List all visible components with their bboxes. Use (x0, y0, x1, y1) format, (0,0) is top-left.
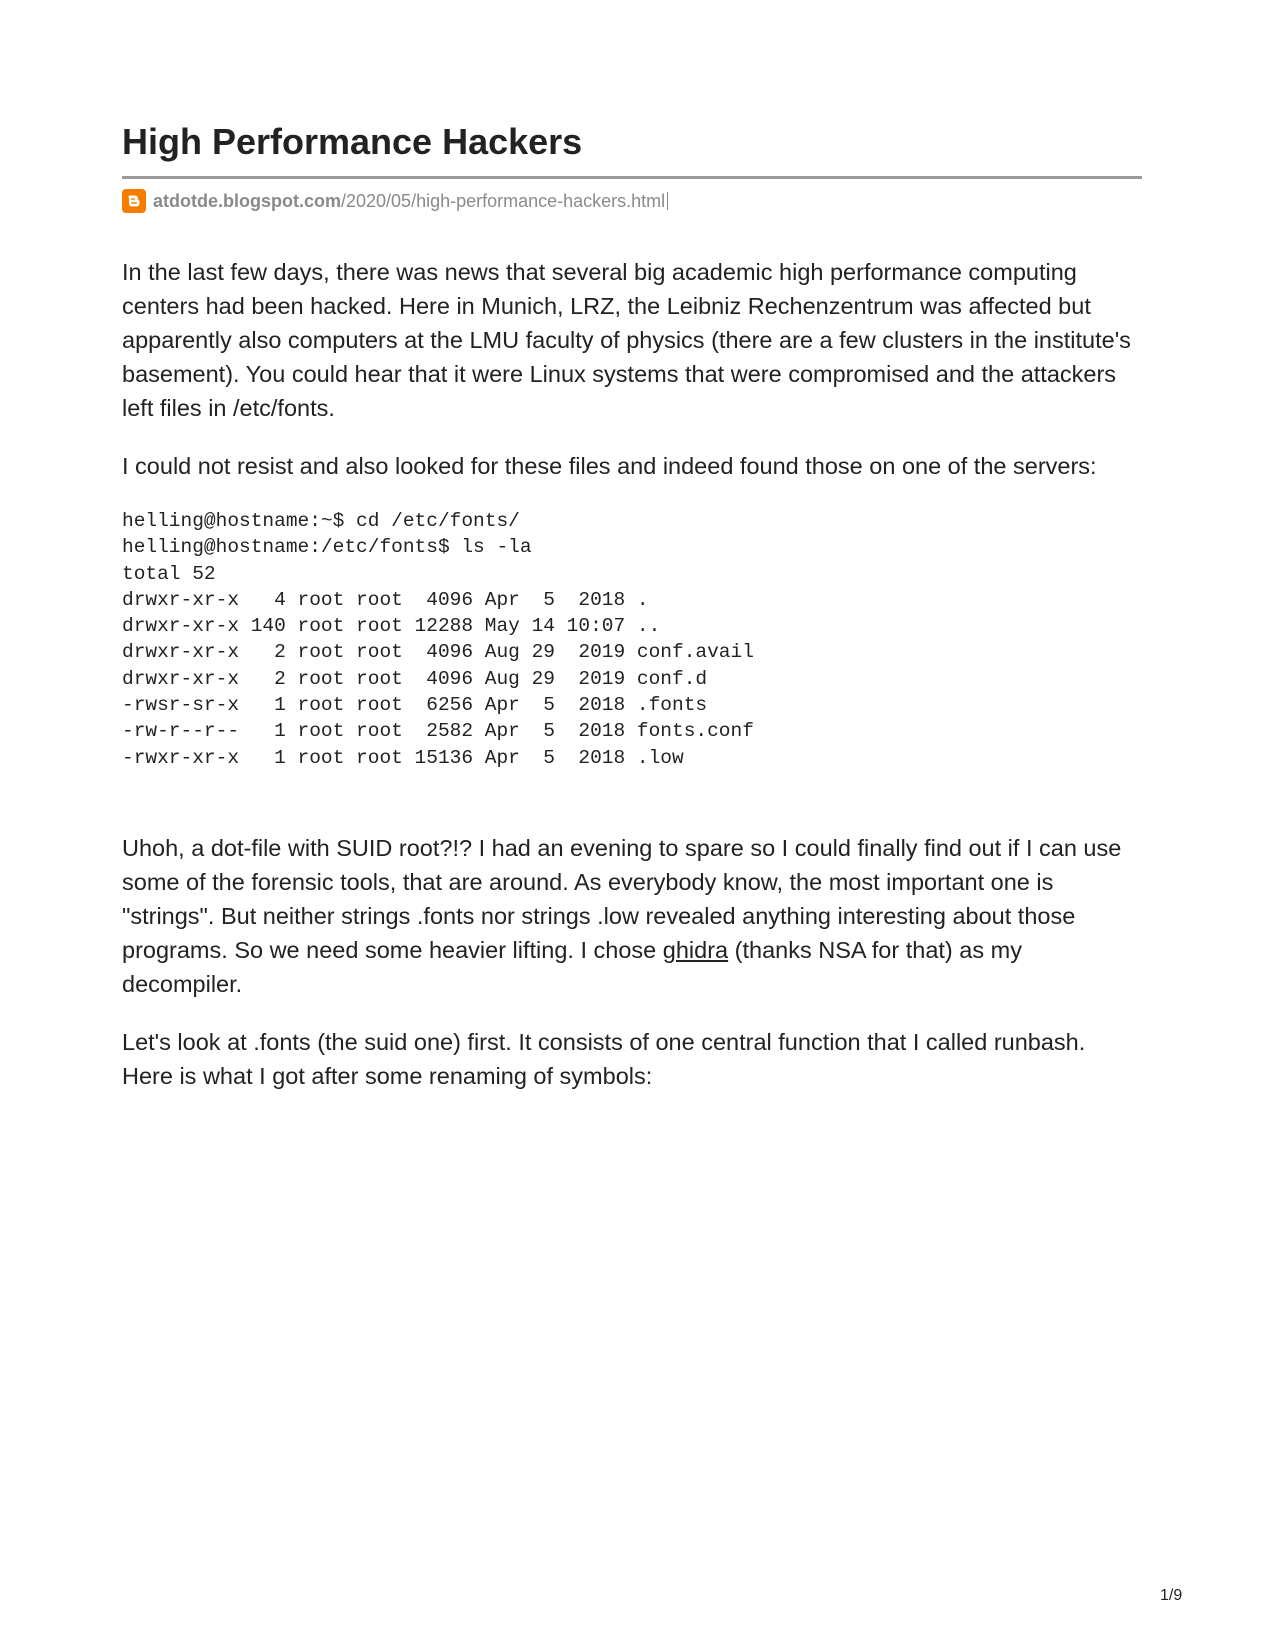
ghidra-link[interactable]: ghidra (662, 936, 729, 963)
article-title: High Performance Hackers (122, 120, 1142, 179)
code-line: drwxr-xr-x 140 root root 12288 May 14 10:07 .. (122, 615, 661, 638)
code-line: drwxr-xr-x 2 root root 4096 Aug 29 2019 conf.d (122, 667, 708, 690)
source-path[interactable]: /2020/05/high-performance-hackers.html (341, 191, 666, 211)
blogger-icon (122, 189, 146, 213)
paragraph-intro: In the last few days, there was news that several big academic high performance computing centers had been hacked. Here in Munich, LRZ, the Leibniz Rechenzentrum was affected but apparently also computers at the LMU faculty of physics (there are a few clusters in the institute's basement). You could hear that it were Linux systems that were compromised and the attackers left files in /etc/fonts. (122, 259, 1131, 421)
code-line: drwxr-xr-x 2 root root 4096 Aug 29 2019 conf.avail (122, 641, 754, 664)
terminal-code-block (122, 508, 1142, 771)
paragraph-found-files: I could not resist and also looked for these files and indeed found those on one of the servers: (122, 453, 1097, 479)
code-line: -rwxr-xr-x 1 root root 15136 Apr 5 2018 .low (122, 746, 684, 769)
article (122, 120, 1142, 1093)
source-line (122, 188, 1142, 214)
text-cursor (667, 192, 668, 210)
source-domain[interactable]: atdotde.blogspot.com (153, 191, 341, 211)
paragraph-suid-text-end: (thanks NSA for that) as my decompiler. (122, 936, 1022, 997)
code-line: helling@hostname:~$ cd /etc/fonts/ (122, 510, 520, 532)
code-line: total 52 (122, 562, 216, 585)
code-line: -rw-r--r-- 1 root root 2582 Apr 5 2018 fonts.conf (122, 720, 754, 743)
paragraph-suid (122, 831, 1142, 1001)
code-line: helling@hostname:/etc/fonts$ ls -la (122, 536, 532, 559)
page-number: 1/9 (1160, 1587, 1183, 1604)
code-line: drwxr-xr-x 4 root root 4096 Apr 5 2018 . (122, 588, 649, 611)
paragraph-suid-text-start: Uhoh, a dot-file with SUID root?!? I had an evening to spare so I could finally find out if I can use some of the forensic tools, that are around. As everybody know, the most important one is "strings". But neither strings .fonts nor strings .low revealed anything interesting about those programs. So we need some heavier lifting. I chose (122, 834, 1122, 963)
code-line: -rwsr-sr-x 1 root root 6256 Apr 5 2018 .fonts (122, 694, 708, 717)
paragraph-fonts-analysis: Let's look at .fonts (the suid one) first. It consists of one central function that I called runbash. Here is what I got after some renaming of symbols: (122, 1028, 1086, 1089)
